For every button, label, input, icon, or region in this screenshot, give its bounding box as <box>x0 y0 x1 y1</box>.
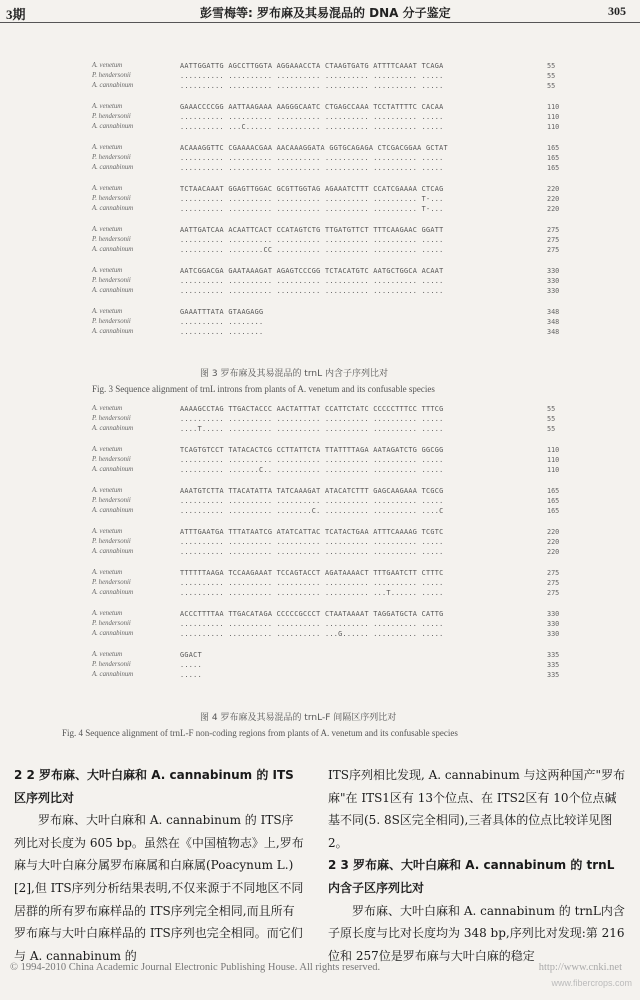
species-name: A. cannabinum <box>92 205 134 212</box>
species-name: A. venetum <box>92 103 123 110</box>
species-name: A. venetum <box>92 405 123 412</box>
species-name: P. hendersonii <box>92 318 131 325</box>
sequence: .......... ...C...... .......... .......... .......... ..... <box>180 123 444 131</box>
sequence: AATTGATCAA ACAATTCACT CCATAGTCTG TTGATGTTCT TTTCAAGAAC GGATT <box>180 226 444 234</box>
sequence: .......... .......... .......... .......... .......... ..... <box>180 287 444 295</box>
position-number: 55 <box>547 405 556 413</box>
position-number: 165 <box>547 144 560 152</box>
figure-3-caption-cn: 图 3 罗布麻及其易混品的 trnL 内含子序列比对 <box>200 369 388 379</box>
running-title: 彭雪梅等: 罗布麻及其易混品的 DNA 分子鉴定 <box>200 6 451 20</box>
species-name: P. hendersonii <box>92 154 131 161</box>
position-number: 55 <box>547 82 556 90</box>
species-name: A. cannabinum <box>92 466 134 473</box>
sequence: ACCCTTTTAA TTGACATAGA CCCCCGCCCT CTAATAAAAT TAGGATGCTA CATTG <box>180 610 444 618</box>
sequence: GAAACCCCGG AATTAAGAAA AAGGGCAATC CTGAGCCAAA TCCTATTTTC CACAA <box>180 103 444 111</box>
position-number: 330 <box>547 610 560 618</box>
species-name: A. cannabinum <box>92 671 134 678</box>
sequence: .......... .......... .......... .......... .......... ..... <box>180 620 444 628</box>
sequence: ....T..... .......... .......... .......... .......... ..... <box>180 425 444 433</box>
species-name: P. hendersonii <box>92 236 131 243</box>
sequence: .......... .......... .......... .......... .......... ..... <box>180 154 444 162</box>
position-number: 220 <box>547 185 560 193</box>
position-number: 348 <box>547 328 560 336</box>
sequence: ATTTGAATGA TTTATAATCG ATATCATTAC TCATACTGAA ATTTCAAAAG TCGTC <box>180 528 444 536</box>
species-name: A. cannabinum <box>92 164 134 171</box>
figure-3-alignment <box>92 62 612 352</box>
position-number: 55 <box>547 425 556 433</box>
sequence: TTTTTTAAGA TCCAAGAAAT TCCAGTACCT AGATAAAACT TTTGAATCTT CTTTC <box>180 569 444 577</box>
species-name: A. cannabinum <box>92 287 134 294</box>
sequence: .......... .......... .......... .......... .......... ..... <box>180 497 444 505</box>
species-name: A. cannabinum <box>92 246 134 253</box>
sequence: .......... .......... ........C. .......... .......... ....C <box>180 507 444 515</box>
species-name: A. cannabinum <box>92 425 134 432</box>
left-paragraph: 罗布麻、大叶白麻和 A. cannabinum 的 ITS序列比对长度为 605 bp。虽然在《中国植物志》上,罗布麻与大叶白麻分属罗布麻属和白麻属(Poacynum L.)[2],但 ITS序列分析结果表明,不仅来源于不同地区不同居群的所有罗布麻样品的 ITS序列完全相同,而且所有罗布麻与大叶白麻样品的 ITS序列也完全相同。而它们与 A. cannabinum 的 <box>14 813 304 963</box>
species-name: A. venetum <box>92 267 123 274</box>
sequence: .......... .......... .......... .......... .......... ..... <box>180 456 444 464</box>
species-name: A. venetum <box>92 528 123 535</box>
species-name: P. hendersonii <box>92 579 131 586</box>
species-name: A. cannabinum <box>92 589 134 596</box>
sequence: .......... .......... .......... ...G...... .......... ..... <box>180 630 444 638</box>
species-name: A. venetum <box>92 308 123 315</box>
sequence: .......... .......... .......... .......... .......... T-... <box>180 205 444 213</box>
species-name: A. cannabinum <box>92 548 134 555</box>
sequence: AATCGGACGA GAATAAAGAT AGAGTCCCGG TCTACATGTC AATGCTGGCA ACAAT <box>180 267 444 275</box>
position-number: 348 <box>547 308 560 316</box>
sequence: GGACT <box>180 651 202 659</box>
species-name: P. hendersonii <box>92 277 131 284</box>
species-name: A. venetum <box>92 144 123 151</box>
species-name: A. cannabinum <box>92 82 134 89</box>
species-name: A. venetum <box>92 610 123 617</box>
position-number: 55 <box>547 62 556 70</box>
copyright-text: © 1994-2010 China Academic Journal Electronic Publishing House. All rights reserved. <box>10 962 381 973</box>
position-number: 55 <box>547 72 556 80</box>
sequence: AATTGGATTG AGCCTTGGTA AGGAAACCTA CTAAGTGATG ATTTTCAAAT TCAGA <box>180 62 444 70</box>
species-name: A. cannabinum <box>92 328 134 335</box>
position-number: 165 <box>547 487 560 495</box>
sequence: ..... <box>180 671 202 679</box>
position-number: 220 <box>547 195 560 203</box>
position-number: 110 <box>547 123 560 131</box>
sequence: ACAAAGGTTC CGAAAACGAA AACAAAGGATA GGTGCAGAGA CTCGACGGAA GCTAT <box>180 144 448 152</box>
page-header <box>0 0 640 23</box>
right-paragraph-1: ITS序列相比发现, A. cannabinum 与这两种国产"罗布麻"在 ITS1区有 13个位点、在 ITS2区有 10个位点碱基不同(5. 8S区完全相同),三者具体的位点比较详见图 2。 <box>328 768 626 850</box>
section-heading-2-2: 2 2 罗布麻、大叶白麻和 A. cannabinum 的 ITS区序列比对 <box>14 768 294 805</box>
sequence: AAATGTCTTA TTACATATTA TATCAAAGAT ATACATCTTT GAGCAAGAAA TCGCG <box>180 487 444 495</box>
position-number: 165 <box>547 164 560 172</box>
left-column <box>14 764 304 967</box>
figure-4-caption-cn: 图 4 罗布麻及其易混品的 trnL-F 间隔区序列比对 <box>200 713 397 723</box>
issue-number: 3期 <box>6 7 26 22</box>
species-name: A. cannabinum <box>92 507 134 514</box>
position-number: 348 <box>547 318 560 326</box>
species-name: A. venetum <box>92 185 123 192</box>
position-number: 165 <box>547 507 560 515</box>
species-name: A. venetum <box>92 226 123 233</box>
position-number: 220 <box>547 538 560 546</box>
sequence: TCAGTGTCCT TATACACTCG CCTTATTCTA TTATTTTAGA AATAGATCTG GGCGG <box>180 446 444 454</box>
sequence: AAAAGCCTAG TTGACTACCC AACTATTTAT CCATTCTATC CCCCCTTTCC TTTCG <box>180 405 444 413</box>
cnki-link[interactable]: http://www.cnki.net <box>538 962 622 973</box>
sequence: .......... .......... .......... .......... .......... ..... <box>180 277 444 285</box>
sequence: .......... .......... .......... .......... .......... ..... <box>180 579 444 587</box>
species-name: P. hendersonii <box>92 620 131 627</box>
position-number: 275 <box>547 236 560 244</box>
species-name: A. venetum <box>92 446 123 453</box>
sequence: .......... .......... .......... .......... .......... ..... <box>180 415 444 423</box>
sequence: .......... ........CC .......... .......... .......... ..... <box>180 246 444 254</box>
watermark: www.fibercrops.com <box>551 978 632 988</box>
sequence: .......... ........ <box>180 328 264 336</box>
species-name: A. venetum <box>92 487 123 494</box>
species-name: A. venetum <box>92 62 123 69</box>
position-number: 275 <box>547 579 560 587</box>
species-name: P. hendersonii <box>92 195 131 202</box>
sequence: .......... .......... .......... .......... .......... ..... <box>180 164 444 172</box>
species-name: A. venetum <box>92 651 123 658</box>
sequence: .......... .......... .......... .......... .......... ..... <box>180 72 444 80</box>
species-name: P. hendersonii <box>92 497 131 504</box>
sequence: .......... ........ <box>180 318 264 326</box>
species-name: P. hendersonii <box>92 538 131 545</box>
sequence: ..... <box>180 661 202 669</box>
sequence: .......... .......... .......... .......... .......... T-... <box>180 195 444 203</box>
sequence: .......... .......C.. .......... .......... .......... ..... <box>180 466 444 474</box>
species-name: P. hendersonii <box>92 661 131 668</box>
sequence: .......... .......... .......... .......... ...T...... ..... <box>180 589 444 597</box>
position-number: 275 <box>547 246 560 254</box>
position-number: 220 <box>547 528 560 536</box>
figure-3-caption-en: Fig. 3 Sequence alignment of trnL introns from plants of A. venetum and its confusable species <box>92 384 435 394</box>
species-name: P. hendersonii <box>92 72 131 79</box>
position-number: 110 <box>547 466 560 474</box>
section-heading-2-3: 2 3 罗布麻、大叶白麻和 A. cannabinum 的 trnL内含子区序列比对 <box>328 858 615 895</box>
species-name: P. hendersonii <box>92 415 131 422</box>
species-name: A. cannabinum <box>92 630 134 637</box>
position-number: 330 <box>547 287 560 295</box>
species-name: A. cannabinum <box>92 123 134 130</box>
sequence: .......... .......... .......... .......... .......... ..... <box>180 82 444 90</box>
sequence: .......... .......... .......... .......... .......... ..... <box>180 113 444 121</box>
position-number: 165 <box>547 497 560 505</box>
species-name: A. venetum <box>92 569 123 576</box>
position-number: 110 <box>547 456 560 464</box>
page-number: 305 <box>608 4 626 18</box>
position-number: 275 <box>547 226 560 234</box>
position-number: 335 <box>547 651 560 659</box>
position-number: 110 <box>547 103 560 111</box>
sequence: GAAATTTATA GTAAGAGG <box>180 308 264 316</box>
sequence: TCTAACAAAT GGAGTTGGAC GCGTTGGTAG AGAAATCTTT CCATCGAAAA CTCAG <box>180 185 444 193</box>
species-name: P. hendersonii <box>92 113 131 120</box>
position-number: 220 <box>547 548 560 556</box>
position-number: 335 <box>547 661 560 669</box>
position-number: 330 <box>547 267 560 275</box>
sequence: .......... .......... .......... .......... .......... ..... <box>180 236 444 244</box>
position-number: 275 <box>547 569 560 577</box>
position-number: 165 <box>547 154 560 162</box>
sequence: .......... .......... .......... .......... .......... ..... <box>180 548 444 556</box>
position-number: 335 <box>547 671 560 679</box>
right-paragraph-2: 罗布麻、大叶白麻和 A. cannabinum 的 trnL内含子原长度与比对长度均为 348 bp,序列比对发现:第 216位和 257位是罗布麻与大叶白麻的稳定 <box>328 903 625 963</box>
sequence: .......... .......... .......... .......... .......... ..... <box>180 538 444 546</box>
position-number: 330 <box>547 277 560 285</box>
figure-4-caption-en: Fig. 4 Sequence alignment of trnL-F non-coding regions from plants of A. venetum and its confusable species <box>62 728 458 738</box>
right-column <box>328 764 626 967</box>
figure-4-alignment <box>92 405 612 695</box>
copyright-footer <box>10 962 630 973</box>
position-number: 110 <box>547 113 560 121</box>
position-number: 220 <box>547 205 560 213</box>
position-number: 330 <box>547 630 560 638</box>
species-name: P. hendersonii <box>92 456 131 463</box>
position-number: 110 <box>547 446 560 454</box>
position-number: 330 <box>547 620 560 628</box>
position-number: 55 <box>547 415 556 423</box>
position-number: 275 <box>547 589 560 597</box>
